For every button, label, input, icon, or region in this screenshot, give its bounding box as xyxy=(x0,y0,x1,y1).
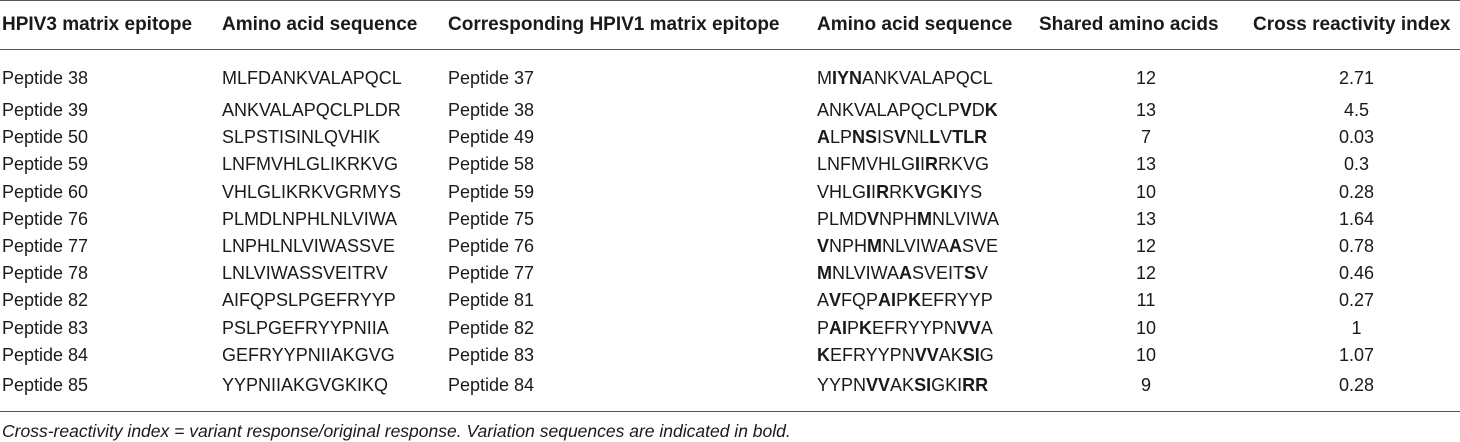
hpiv1-sequence-cell xyxy=(817,369,1039,412)
cross-reactivity-index-cell: 0.28 xyxy=(1338,375,1375,396)
hpiv1-epitope-cell: Peptide 59 xyxy=(448,181,535,202)
hpiv3-sequence-cell: PLMDLNPHLNLVIWA xyxy=(222,208,398,229)
hpiv3-epitope-cell: Peptide 76 xyxy=(2,208,89,229)
variant-residues: L xyxy=(929,127,941,148)
shared-residues: GKI xyxy=(931,375,963,396)
shared-residues: NPH xyxy=(829,236,868,257)
hpiv3-sequence-cell: VHLGLIKRKVGRMYS xyxy=(222,181,402,202)
shared-residues: YS xyxy=(958,181,983,202)
hpiv1-sequence-cell xyxy=(817,50,1039,98)
hpiv1-sequence-cell xyxy=(817,206,1039,233)
variant-residues: S xyxy=(964,263,977,284)
variant-residues: VV xyxy=(956,317,981,338)
shared-amino-acids-cell: 12 xyxy=(1135,263,1157,284)
shared-residues: G xyxy=(979,344,994,365)
cross-reactivity-index-cell: 0.03 xyxy=(1338,127,1375,148)
hpiv3-sequence-cell: ANKVALAPQCLPLDR xyxy=(222,100,401,121)
hpiv3-epitope-cell: Peptide 85 xyxy=(2,375,89,396)
variant-residues: M xyxy=(867,236,883,257)
shared-residues: EFRYYP xyxy=(921,290,993,311)
shared-residues: FQP xyxy=(841,290,879,311)
table-row xyxy=(0,287,1460,314)
hpiv3-epitope-cell: Peptide 84 xyxy=(2,344,89,365)
shared-residues: IS xyxy=(877,127,895,148)
hpiv1-sequence-cell xyxy=(817,124,1039,151)
header-row xyxy=(0,1,1460,50)
variant-residues: A xyxy=(949,236,963,257)
header-amino-acid-seq-3: Amino acid sequence xyxy=(222,14,418,35)
variant-residues: K xyxy=(908,290,922,311)
hpiv3-epitope-cell: Peptide 38 xyxy=(2,68,89,88)
shared-amino-acids-cell: 12 xyxy=(1135,68,1157,88)
variant-residues: SI xyxy=(962,344,980,365)
variant-residues: TLR xyxy=(952,127,988,148)
hpiv1-epitope-cell: Peptide 38 xyxy=(448,100,535,121)
hpiv3-sequence-cell: MLFDANKVALAPQCL xyxy=(222,68,402,88)
shared-residues: LNFMVHLG xyxy=(817,154,916,175)
hpiv1-epitope-cell: Peptide 77 xyxy=(448,263,535,284)
hpiv3-sequence-cell: GEFRYYPNIIAKGVG xyxy=(222,344,395,365)
table-row xyxy=(0,179,1460,206)
variant-residues: K xyxy=(817,344,830,365)
shared-residues: I xyxy=(920,154,926,175)
cross-reactivity-index-cell: 1.64 xyxy=(1338,208,1375,229)
variant-residues: NS xyxy=(852,127,878,148)
hpiv1-sequence-cell xyxy=(817,315,1039,342)
variant-residues: RR xyxy=(962,375,989,396)
hpiv1-epitope-cell: Peptide 37 xyxy=(448,68,535,88)
variant-residues: V xyxy=(914,181,927,202)
hpiv3-epitope-cell: Peptide 59 xyxy=(2,154,89,175)
shared-amino-acids-cell: 13 xyxy=(1135,154,1157,175)
shared-residues: G xyxy=(926,181,941,202)
header-hpiv1-epitope: Corresponding HPIV1 matrix epitope xyxy=(448,14,780,35)
hpiv3-sequence-cell: PSLPGEFRYYPNIIA xyxy=(222,317,389,338)
variant-residues: V xyxy=(894,127,907,148)
hpiv3-epitope-cell: Peptide 39 xyxy=(2,100,89,121)
variant-residues: A xyxy=(817,127,830,148)
hpiv1-sequence-cell xyxy=(817,179,1039,206)
table-footnote: Cross-reactivity index = variant response/original response. Variation sequences are indicated in bold. xyxy=(2,420,791,441)
variant-residues: R xyxy=(876,181,890,202)
shared-residues: P xyxy=(847,317,860,338)
shared-residues: RK xyxy=(889,181,915,202)
hpiv1-sequence-cell xyxy=(817,233,1039,260)
header-hpiv3-epitope: HPIV3 matrix epitope xyxy=(2,14,193,35)
variant-residues: KI xyxy=(940,181,959,202)
shared-amino-acids-cell: 13 xyxy=(1135,208,1157,229)
hpiv3-sequence-cell: AIFQPSLPGEFRYYP xyxy=(222,290,396,311)
variant-residues: V xyxy=(829,290,842,311)
table-row xyxy=(0,206,1460,233)
shared-residues: P xyxy=(896,290,909,311)
shared-residues: ANKVALAPQCLP xyxy=(817,100,960,121)
hpiv1-epitope-cell: Peptide 81 xyxy=(448,290,535,311)
variant-residues: K xyxy=(984,100,998,121)
shared-amino-acids-cell: 10 xyxy=(1135,181,1157,202)
hpiv3-sequence-cell: LNFMVHLGLIKRKVG xyxy=(222,154,399,175)
variant-residues: IYN xyxy=(832,68,863,88)
shared-amino-acids-cell: 7 xyxy=(1140,127,1151,148)
shared-residues: YYPN xyxy=(817,375,867,396)
hpiv1-epitope-cell: Peptide 83 xyxy=(448,344,535,365)
table-row xyxy=(0,342,1460,369)
shared-residues: D xyxy=(971,100,985,121)
cross-reactivity-index-cell: 0.28 xyxy=(1338,181,1375,202)
table-row xyxy=(0,233,1460,260)
shared-residues: RKVG xyxy=(938,154,990,175)
header-cross-reactivity-index: Cross reactivity index xyxy=(1253,14,1451,35)
hpiv3-sequence-cell: SLPSTISINLQVHIK xyxy=(222,127,381,148)
cross-reactivity-index-cell: 1 xyxy=(1351,317,1362,338)
variant-residues: K xyxy=(859,317,873,338)
table-row xyxy=(0,260,1460,287)
variant-residues: V xyxy=(959,100,972,121)
hpiv3-epitope-cell: Peptide 82 xyxy=(2,290,89,311)
variant-residues: AI xyxy=(878,290,897,311)
table-row xyxy=(0,315,1460,342)
hpiv3-epitope-cell: Peptide 78 xyxy=(2,263,89,284)
shared-amino-acids-cell: 9 xyxy=(1140,375,1151,396)
shared-amino-acids-cell: 10 xyxy=(1135,317,1157,338)
hpiv1-epitope-cell: Peptide 82 xyxy=(448,317,535,338)
table-row xyxy=(0,97,1460,124)
variant-residues: M xyxy=(817,263,832,284)
shared-residues: LP xyxy=(830,127,853,148)
shared-residues: A xyxy=(980,317,993,338)
shared-residues: V xyxy=(940,127,953,148)
hpiv1-epitope-cell: Peptide 49 xyxy=(448,127,535,148)
cross-reactivity-index-cell: 0.46 xyxy=(1338,263,1375,284)
shared-residues: EFRYYPN xyxy=(830,344,915,365)
shared-residues: ANKVALAPQCL xyxy=(862,68,993,88)
table-row xyxy=(0,50,1460,98)
shared-residues: M xyxy=(817,68,832,88)
variant-residues: I xyxy=(866,181,872,202)
variant-residues: R xyxy=(925,154,939,175)
variant-residues: V xyxy=(817,236,830,257)
cross-reactivity-index-cell: 0.27 xyxy=(1338,290,1375,311)
shared-residues: VHLG xyxy=(817,181,867,202)
cross-reactivity-index-cell: 1.07 xyxy=(1338,344,1375,365)
variant-residues: I xyxy=(915,154,921,175)
header-amino-acid-seq-1: Amino acid sequence xyxy=(817,14,1013,35)
hpiv1-sequence-cell xyxy=(817,342,1039,369)
shared-residues: AK xyxy=(890,375,915,396)
cross-reactivity-index-cell: 0.3 xyxy=(1343,154,1370,175)
variant-residues: M xyxy=(917,208,933,229)
table-body xyxy=(0,50,1460,412)
shared-residues: NLVIWA xyxy=(932,208,1000,229)
variant-residues: A xyxy=(899,263,913,284)
variant-residues: V xyxy=(867,208,880,229)
hpiv1-epitope-cell: Peptide 84 xyxy=(448,375,535,396)
hpiv1-epitope-cell: Peptide 58 xyxy=(448,154,535,175)
shared-residues: AK xyxy=(938,344,963,365)
header-shared-amino-acids: Shared amino acids xyxy=(1039,14,1219,35)
variant-residues: SI xyxy=(914,375,932,396)
shared-residues: A xyxy=(817,290,830,311)
shared-amino-acids-cell: 11 xyxy=(1136,290,1156,311)
table-row xyxy=(0,124,1460,151)
shared-residues: SVE xyxy=(962,236,999,257)
hpiv3-sequence-cell: LNPHLNLVIWASSVE xyxy=(222,236,396,257)
hpiv1-epitope-cell: Peptide 75 xyxy=(448,208,535,229)
cross-reactivity-index-cell: 2.71 xyxy=(1338,68,1375,88)
hpiv1-sequence-cell xyxy=(817,260,1039,287)
shared-amino-acids-cell: 10 xyxy=(1135,344,1157,365)
shared-residues: EFRYYPN xyxy=(872,317,957,338)
hpiv1-sequence-cell xyxy=(817,151,1039,178)
shared-amino-acids-cell: 12 xyxy=(1135,236,1157,257)
shared-amino-acids-cell: 13 xyxy=(1135,100,1157,121)
shared-residues: NLVIWA xyxy=(832,263,900,284)
shared-residues: V xyxy=(976,263,989,284)
shared-residues: I xyxy=(871,181,877,202)
variant-residues: VV xyxy=(914,344,939,365)
cross-reactivity-index-cell: 0.78 xyxy=(1338,236,1375,257)
hpiv3-epitope-cell: Peptide 60 xyxy=(2,181,89,202)
cross-reactivity-index-cell: 4.5 xyxy=(1343,100,1370,121)
variant-residues: VV xyxy=(866,375,891,396)
shared-residues: PLMD xyxy=(817,208,868,229)
shared-residues: NL xyxy=(906,127,930,148)
hpiv3-sequence-cell: LNLVIWASSVEITRV xyxy=(222,263,388,284)
variant-residues: AI xyxy=(829,317,848,338)
shared-residues: NPH xyxy=(879,208,918,229)
hpiv3-epitope-cell: Peptide 83 xyxy=(2,317,89,338)
hpiv3-epitope-cell: Peptide 77 xyxy=(2,236,89,257)
hpiv1-sequence-cell xyxy=(817,97,1039,124)
hpiv3-epitope-cell: Peptide 50 xyxy=(2,127,89,148)
table-row xyxy=(0,151,1460,178)
hpiv1-epitope-cell: Peptide 76 xyxy=(448,236,535,257)
hpiv3-sequence-cell: YYPNIIAKGVGKIKQ xyxy=(222,375,389,396)
shared-residues: SVEIT xyxy=(912,263,965,284)
table-row xyxy=(0,369,1460,412)
shared-residues: P xyxy=(817,317,830,338)
hpiv1-sequence-cell xyxy=(817,287,1039,314)
shared-residues: NLVIWA xyxy=(882,236,950,257)
